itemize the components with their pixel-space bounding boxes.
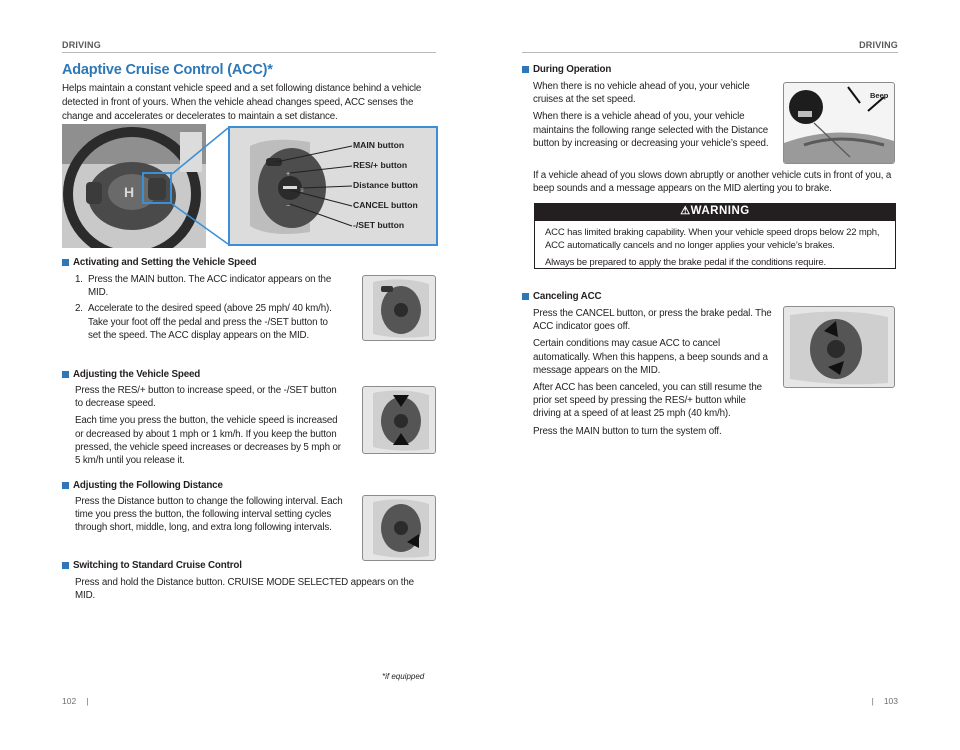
page-number-right: | 103 (871, 696, 898, 706)
dashboard-beep-illustration (783, 82, 895, 164)
svg-text:H: H (124, 184, 135, 200)
section-heading-adjusting-speed: Adjusting the Vehicle Speed (62, 369, 200, 380)
step-item: 1. Press the MAIN button. The ACC indicator appears on the MID. (75, 274, 332, 299)
page-title: Adaptive Cruise Control (ACC)* (62, 62, 273, 78)
step-item: 2. Accelerate to the desired speed (above 25 mph/ 40 km/h). Take your foot off the pedal and press the -/SET button to set the speed. The ACC display appears on the MID. (75, 303, 332, 341)
bullet-square-icon (522, 293, 529, 300)
callout-set-button: -/SET button (353, 220, 405, 230)
adjusting-speed-text: Press the RES/+ button to increase speed, or the -/SET button to decrease speed. Each time you press the button, the vehicle speed is increased or decreased by about 1 mph or 1 km/h. If you keep the button pressed, the vehicle speed increases or decreases by 5 mph or 5 km/h until you release it. (75, 385, 341, 467)
section-heading-adjusting-distance: Adjusting the Following Distance (62, 480, 223, 491)
section-heading-switching: Switching to Standard Cruise Control (62, 560, 242, 571)
bullet-square-icon (62, 259, 69, 266)
during-operation-text: When there is no vehicle ahead of you, your vehicle cruises at the set speed. When there is a vehicle ahead of you, your vehicle maintains the following range selected with the Distance button by increasing or decreasing your vehicle’s speed. (533, 81, 769, 149)
warning-bar: ⚠WARNING (534, 203, 896, 220)
svg-text:≡: ≡ (300, 188, 304, 194)
adjusting-distance-text: Press the Distance button to change the following interval. Each time you press the button, the following interval setting cycles through short, middle, long, and extra long following intervals. (75, 496, 343, 534)
beep-label: Beep (870, 91, 889, 100)
zoom-connector-lines (170, 126, 230, 246)
svg-text:−: − (286, 203, 291, 210)
canceling-text: Press the CANCEL button, or press the brake pedal. The ACC indicator goes off. Certain conditions may casue ACC to cancel automatically. When this happens, a beep sounds and a message appears on the MID. After ACC has been canceled, you can still resume the prior set speed by pressing the RES/+ button while driving at a speed of at least 25 mph (40 km/h). Press the MAIN button to turn the system off. (533, 308, 772, 437)
button-thumbnail-main (362, 275, 436, 341)
section-heading-canceling: Canceling ACC (522, 291, 601, 302)
bullet-square-icon (62, 562, 69, 569)
bullet-square-icon (522, 66, 529, 73)
svg-text:+: + (286, 171, 291, 178)
callout-main-button: MAIN button (353, 140, 405, 150)
intro-paragraph: Helps maintain a constant vehicle speed and a set following distance behind a vehicle detected in front of yours. When the vehicle ahead changes speed, ACC senses the change and accelerates or decelerates to maintain a set distance. (62, 83, 422, 122)
section-heading-activating: Activating and Setting the Vehicle Speed (62, 257, 256, 268)
warning-triangle-icon: ⚠ (680, 205, 691, 217)
warning-body: ACC has limited braking capability. When your vehicle speed drops below 22 mph, ACC automatically cancels and no longer applies your vehicle’s brakes. Always be prepared to apply the brake pedal if the conditions require. (534, 220, 896, 269)
header-rule-left (62, 52, 436, 53)
button-thumbnail-distance (362, 495, 436, 561)
page-number-left: 102 | (62, 696, 89, 706)
callout-cancel-button: CANCEL button (353, 200, 418, 210)
header-rule-right (522, 52, 898, 53)
footnote: *if equipped (382, 672, 425, 681)
button-thumbnail-cancel (783, 306, 895, 388)
callout-distance-button: Distance button (353, 180, 418, 190)
during-operation-text-2: If a vehicle ahead of you slows down abruptly or another vehicle cuts in front of you, a beep sounds and a message appears on the MID alerting you to brake. (533, 170, 892, 195)
bullet-square-icon (62, 371, 69, 378)
callout-res-button: RES/+ button (353, 160, 408, 170)
switching-text: Press and hold the Distance button. CRUISE MODE SELECTED appears on the MID. (75, 577, 414, 602)
button-thumbnail-speed (362, 386, 436, 454)
section-heading-during-operation: During Operation (522, 64, 611, 75)
activating-steps (75, 273, 335, 342)
running-header-left: DRIVING (62, 40, 101, 50)
running-header-right: DRIVING (859, 40, 898, 50)
bullet-square-icon (62, 482, 69, 489)
